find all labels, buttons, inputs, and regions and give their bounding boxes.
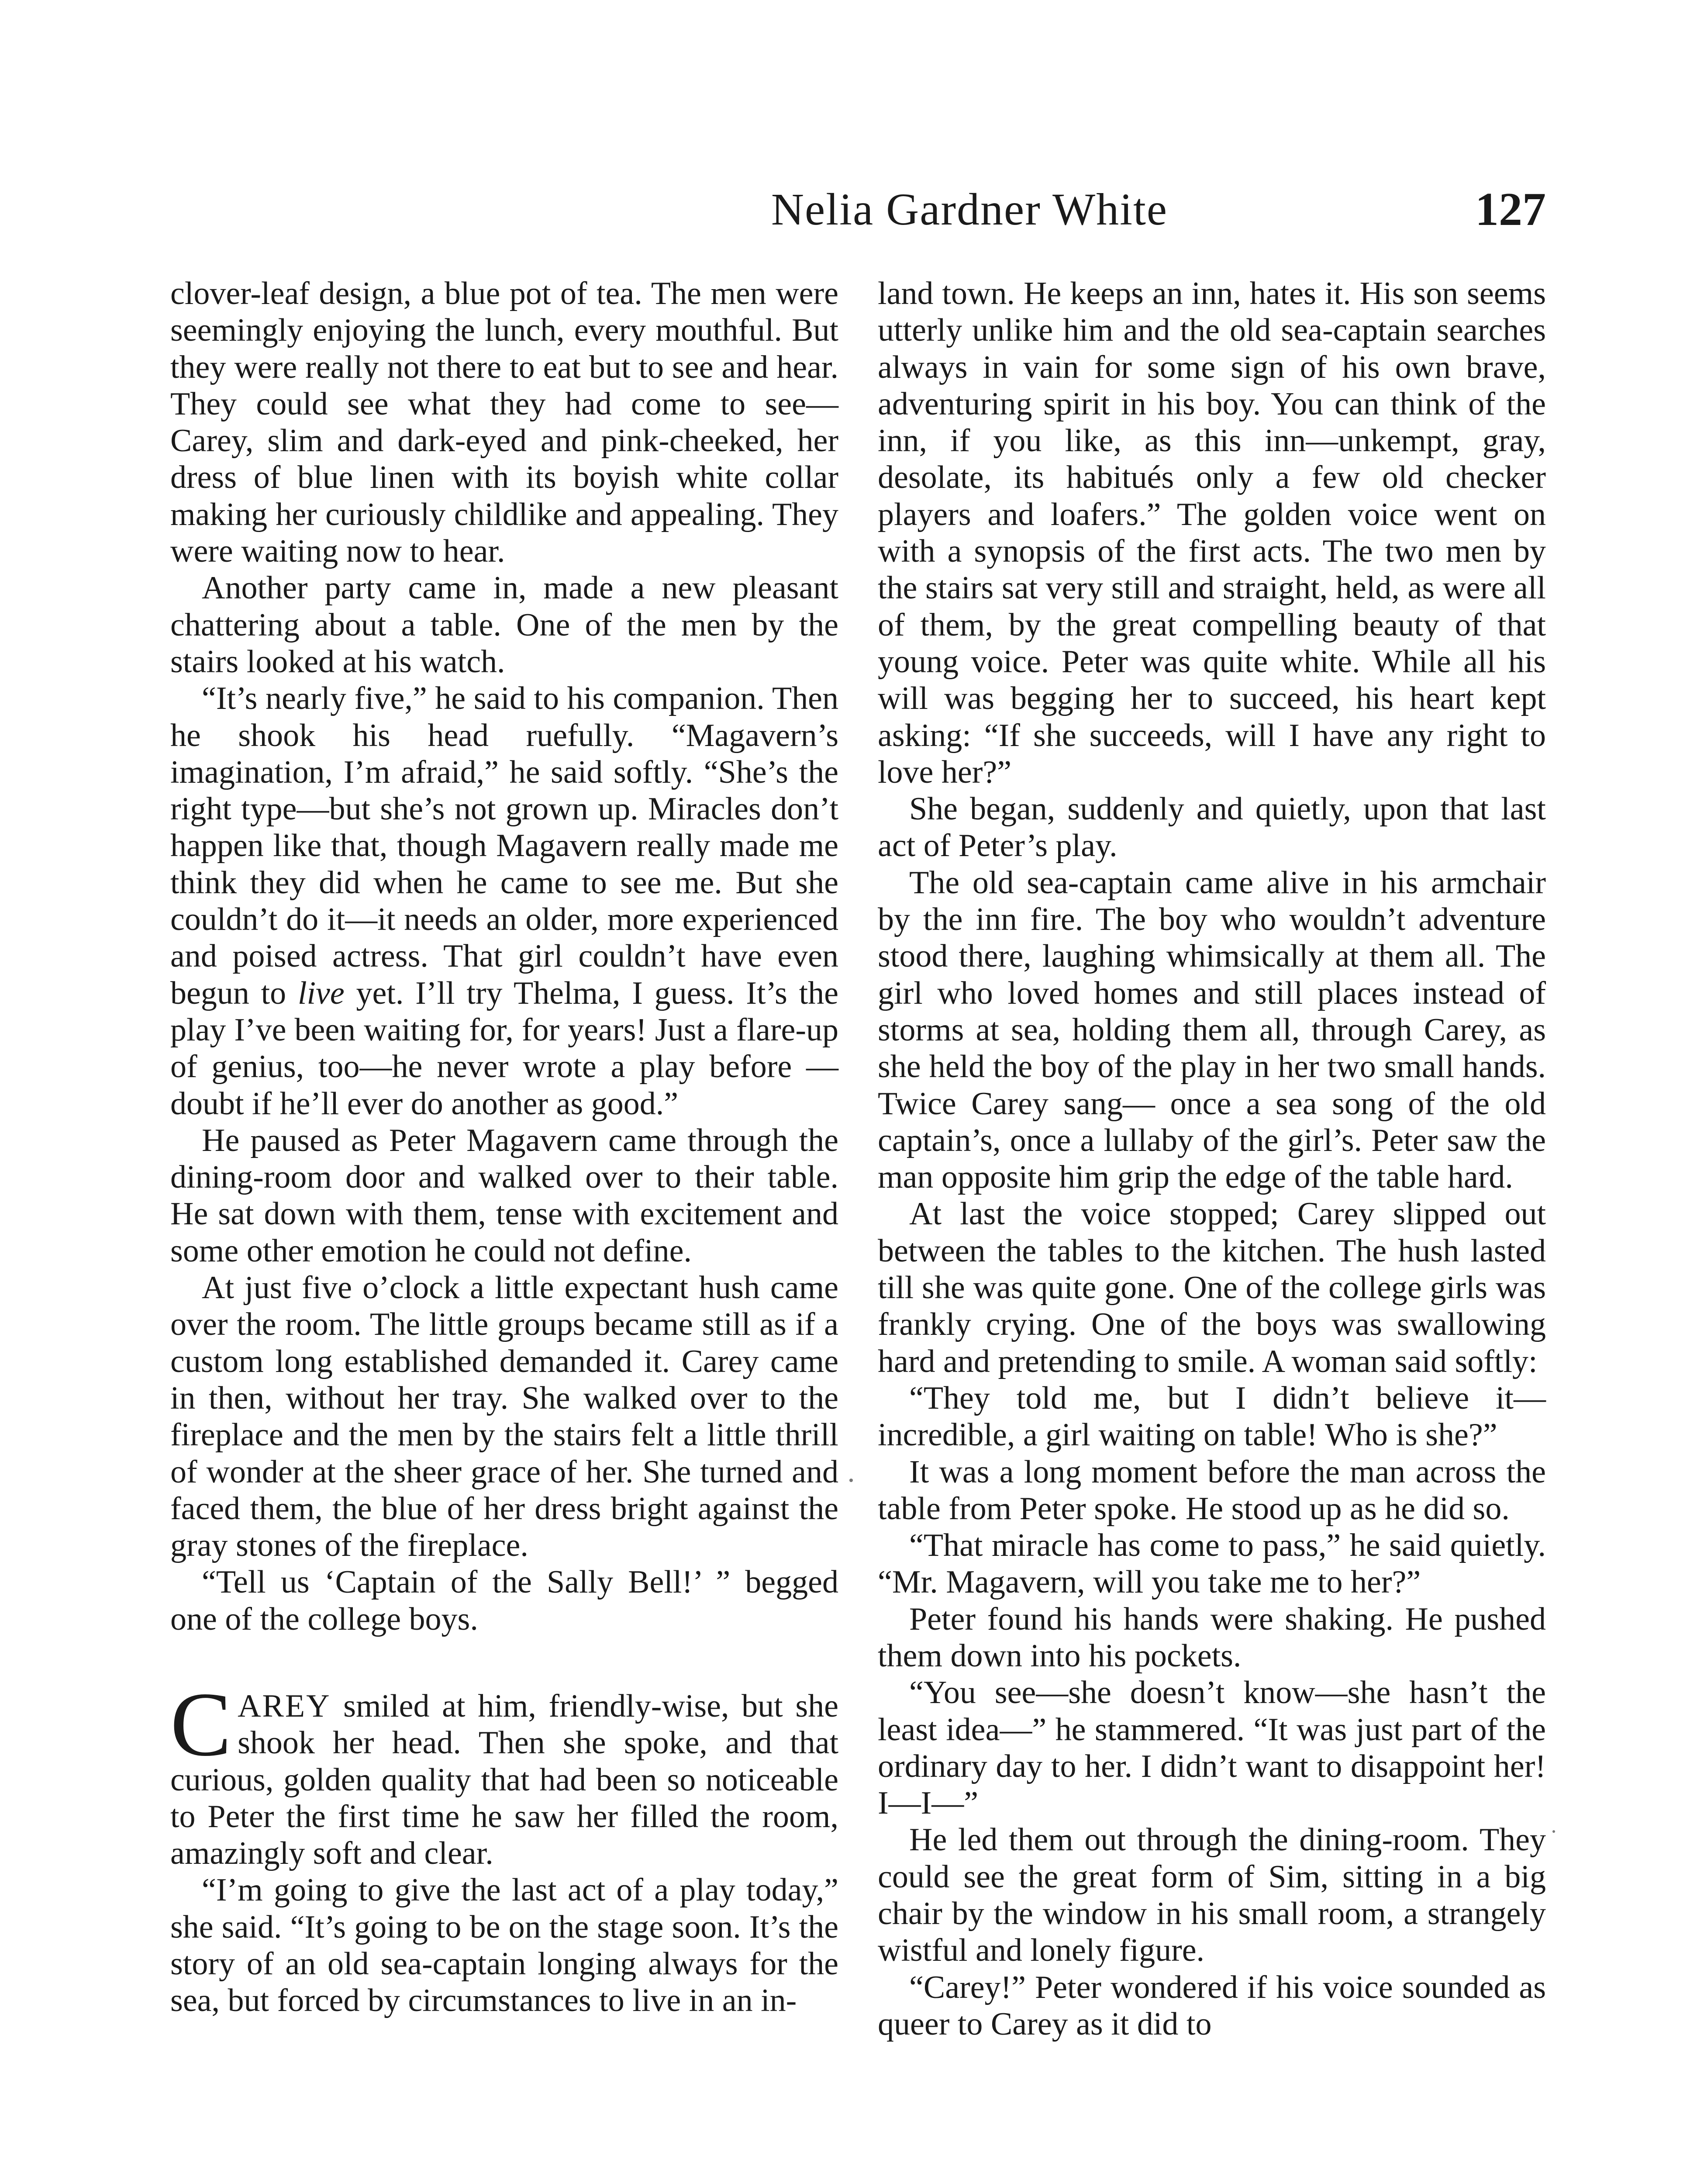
page-number: 127 — [1475, 183, 1546, 235]
paragraph: The old sea-captain came alive in his armchair by the inn fire. The boy who wouldn’t adventure stood there, laughing whimsically at them all. The girl who loved homes and still places instead of storms at sea, holding them all, through Carey, as she held the boy of the play in her two small hands. Twice Carey sang— once a sea song of the old captain’s, once a lullaby of the girl’s. Peter saw the man opposite him grip the edge of the table hard. — [878, 864, 1546, 1196]
paragraph: “You see—she doesn’t know—she hasn’t the least idea—” he stammered. “It was just part of the ordinary day to her. I didn’t want to disappoint her! I—I—” — [878, 1675, 1546, 1821]
paragraph: She began, suddenly and quietly, upon that last act of Peter’s play. — [878, 791, 1546, 864]
paragraph: At last the voice stopped; Carey slipped out between the tables to the kitchen. The hush lasted till she was quite gone. One of the college girls was frankly crying. One of the boys was swallowing hard and pretending to smile. A woman said softly: — [878, 1196, 1546, 1379]
paragraph: It was a long moment before the man across the table from Peter spoke. He stood up as he did so. — [878, 1454, 1546, 1527]
paragraph: “Carey!” Peter wondered if his voice sounded as queer to Carey as it did to — [878, 1969, 1546, 2042]
print-speck — [1552, 1830, 1555, 1833]
paragraph: Peter found his hands were shaking. He pushed them down into his pockets. — [878, 1601, 1546, 1674]
paragraph: He led them out through the dining-room. They could see the great form of Sim, sitting in a big chair by the window in his small room, a strangely wistful and lonely figure. — [878, 1822, 1546, 1969]
paragraph: “That miracle has come to pass,” he said quietly. “Mr. Magavern, will you take me to her?” — [878, 1527, 1546, 1600]
paragraph — [170, 680, 838, 1122]
left-column — [170, 275, 838, 2019]
paragraph: clover-leaf design, a blue pot of tea. The men were seemingly enjoying the lunch, every mouthful. But they were really not there to eat but to see and hear. They could see what they had come to see— Carey, slim and dark-eyed and pink-cheeked, her dress of blue linen with its boyish white collar making her curiously childlike and appealing. They were waiting now to hear. — [170, 276, 838, 570]
paragraph: At just five o’clock a little expectant hush came over the room. The little groups became still as if a custom long established demanded it. Carey came in then, without her tray. She walked over to the fireplace and the men by the stairs felt a little thrill of wonder at the sheer grace of her. She turned and faced them, the blue of her dress bright against the gray stones of the fireplace. — [170, 1270, 838, 1564]
right-column — [878, 275, 1546, 2042]
paragraph-text: smiled at him, friendly-wise, but she shook her head. Then she spoke, and that curious, golden quality that had been so noticeable to Peter the first time he saw her filled the room, amazingly soft and clear. — [170, 1688, 838, 1872]
paragraph-text: yet. I’ll try Thelma, I guess. It’s the play I’ve been waiting for, for years! Just a flare-up of genius, too—he never wrote a play before —doubt if he’ll ever do another as good.” — [170, 975, 839, 1122]
small-caps-lead: AREY — [238, 1688, 331, 1724]
paragraph: “I’m going to give the last act of a play today,” she said. “It’s going to be on the stage soon. It’s the story of an old sea-captain longing always for the sea, but forced by circumstances to live in an in- — [170, 1872, 838, 2019]
page-header — [170, 173, 1546, 247]
paragraph-text: “It’s nearly five,” he said to his companion. Then he shook his head ruefully. “Magavern’s imagination, I’m afraid,” he said softly. “She’s the right type—but she’s not grown up. Miracles don’t happen like that, though Magavern really made me think they did when he came to see me. But she couldn’t do it—it needs an older, more experienced and poised actress. That girl couldn’t have even begun to — [170, 681, 838, 1011]
emphasized-word: live — [297, 975, 345, 1011]
paragraph: Another party came in, made a new pleasant chattering about a table. One of the men by the stairs looked at his watch. — [170, 570, 838, 680]
paragraph: land town. He keeps an inn, hates it. His son seems utterly unlike him and the old sea-captain searches always in vain for some sign of his own brave, adventuring spirit in his boy. You can think of the inn, if you like, as this inn—unkempt, gray, desolate, its habitués only a few old checker players and loafers.” The golden voice went on with a synopsis of the first acts. The two men by the stairs sat very still and straight, held, as were all of them, by the great compelling beauty of that young voice. Peter was quite white. While all his will was begging her to succeed, his heart kept asking: “If she succeeds, will I have any right to love her?” — [878, 276, 1546, 790]
paragraph: “Tell us ‘Captain of the Sally Bell!’ ” begged one of the college boys. — [170, 1564, 838, 1637]
paragraph: “They told me, but I didn’t believe it— incredible, a girl waiting on table! Who is she?” — [878, 1380, 1546, 1453]
paragraph: He paused as Peter Magavern came through the dining-room door and walked over to their table. He sat down with them, tense with excitement and some other emotion he could not define. — [170, 1122, 838, 1269]
running-head: Nelia Gardner White — [771, 184, 1168, 235]
print-speck — [849, 1479, 853, 1482]
drop-cap: C — [170, 1673, 232, 1775]
section-opening-paragraph — [170, 1673, 838, 1872]
